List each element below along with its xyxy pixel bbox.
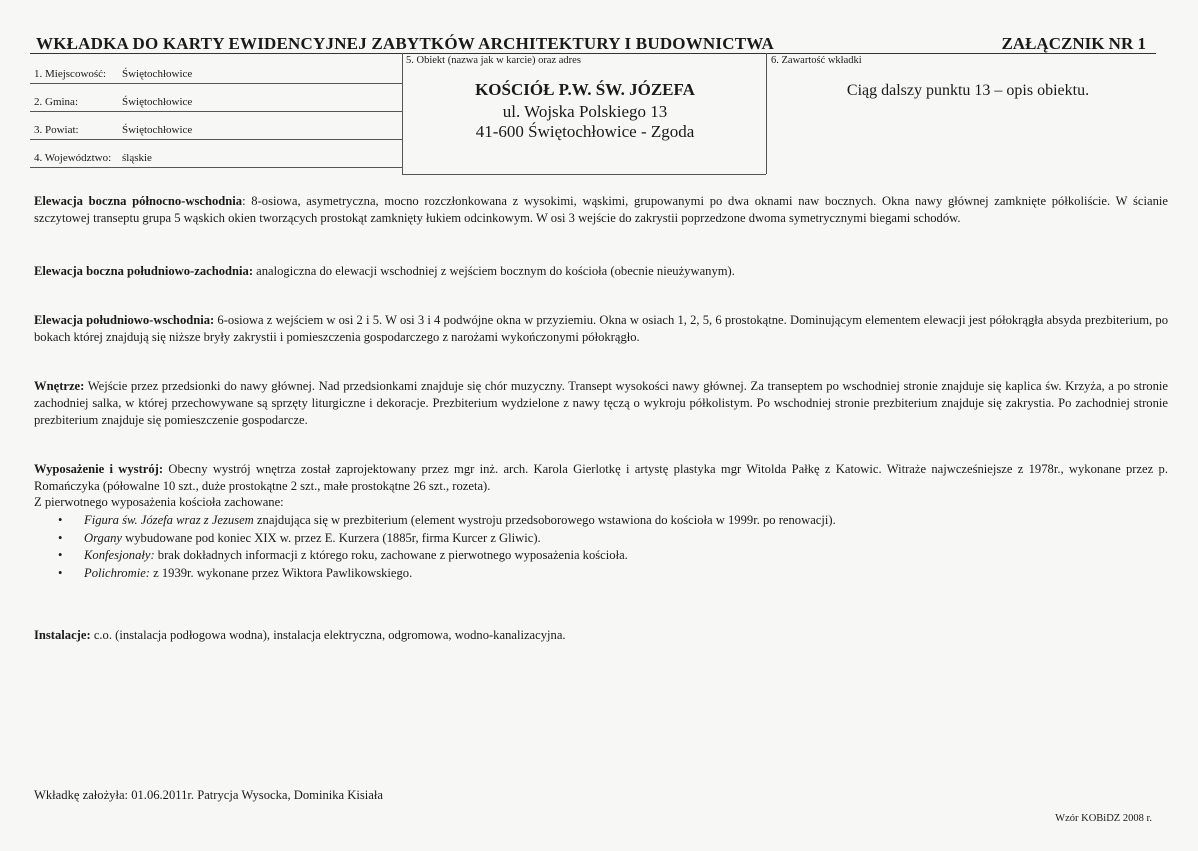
info-row-powiat: [30, 112, 402, 140]
object-name: KOŚCIÓŁ P.W. ŚW. JÓZEFA: [475, 80, 695, 99]
info-row-gmina: [30, 84, 402, 112]
info-row-miejscowosc: [30, 56, 402, 84]
section-text: analogiczna do elewacji wschodniej z wejściem bocznym do kościoła (obecnie nieużywanym).: [253, 264, 735, 278]
section-title: Elewacja boczna południowo-zachodnia:: [34, 264, 254, 278]
info-label: 2. Gmina:: [34, 96, 78, 108]
item-name: Figura św. Józefa wraz z Jezusem: [84, 513, 254, 527]
info-value: Świętochłowice: [122, 96, 193, 108]
annex-number: ZAŁĄCZNIK NR 1: [1001, 34, 1146, 53]
section-title: Wnętrze:: [34, 379, 85, 393]
item-name: Organy: [84, 530, 123, 545]
section-northeast-elevation: [34, 193, 1168, 227]
content-caption: 6. Zawartość wkładki: [771, 55, 862, 66]
info-value: Świętochłowice: [122, 124, 193, 136]
section-text: Obecny wystrój wnętrza został zaprojektowany przez mgr inż. arch. Karola Gierlotkę i artystę plastyka mgr Witolda Pałkę z Katowic. Witraże najwcześniejsze z 1978r., wykonane przez p. Romańczyka (półowalne 10 szt., duże prostokątne 2 szt., małe prostokątne 26 szt., rozeta).: [34, 462, 1168, 493]
info-label: 4. Województwo:: [34, 152, 112, 164]
header-rule: [30, 53, 1156, 54]
section-installations: [34, 627, 1168, 644]
list-item: [58, 547, 836, 565]
section-text: Wejście przez przedsionki do nawy głównej. Nad przedsionkami znajduje się chór muzyczny. Transept wysokości nawy głównej. Za transeptem po wschodniej stronie znajduje się kaplica św. Krzyża, a po stronie zachodniej salka, w której przechowywane są sprzęty liturgiczne i dekoracje. Prezbiterium wydzielone z nawy tęczą o wykroju półkolistym. Po wschodniej stronie prezbiterium znajduje się zakrystia. Po zachodniej stronie prezbiterium znajduje się pomieszczenie gospodarcze.: [34, 379, 1168, 427]
info-label: 1. Miejscowość:: [34, 68, 107, 80]
item-text: znajdująca się w prezbiterium (element wystroju przedsoborowego wstawiona do kościoła w 1999r. po renowacji).: [253, 513, 836, 527]
section-text: c.o. (instalacja podłogowa wodna), instalacja elektryczna, odgromowa, wodno-kanalizacyjna.: [90, 628, 566, 642]
info-row-wojewodztwo: [30, 140, 402, 168]
list-item: [58, 512, 836, 530]
section-southeast-elevation: [34, 312, 1168, 346]
section-southwest-elevation: [34, 263, 1168, 280]
pattern-note: Wzór KOBiDZ 2008 r.: [1055, 813, 1152, 824]
object-caption: 5. Obiekt (nazwa jak w karcie) oraz adres: [406, 55, 581, 66]
info-value: Świętochłowice: [122, 68, 193, 80]
item-name: Konfesjonały:: [84, 548, 155, 562]
object-box-bottom: [402, 174, 766, 175]
info-value: śląskie: [122, 152, 152, 164]
content-text: Ciąg dalszy punktu 13 – opis obiektu.: [846, 82, 1090, 99]
section-title: Instalacje:: [34, 628, 91, 642]
box-divider-left: [402, 53, 403, 174]
item-text: wybudowane pod koniec XIX w. przez E. Kurzera (1885r, firma Kurcer z Gliwic).: [122, 530, 541, 545]
section-text: : 8-osiowa, asymetryczna, mocno rozczłonkowana z wysokimi, wąskimi, grupowanymi po dwa oknami naw bocznych. Okna nawy głównej zamknięte półkoliście. W ścianie szczytowej transeptu grupa 5 wąskich okien tworzących prostokąt zamknięty łukiem odcinkowym. W osi 3 wejście do zakrystii poprzedzone dwoma symetrycznymi biegami schodów.: [34, 194, 1168, 225]
item-text: brak dokładnych informacji z którego roku, zachowane z pierwotnego wyposażenia kościoła.: [154, 548, 628, 562]
box-divider-right: [766, 53, 767, 174]
preserved-heading: Z pierwotnego wyposażenia kościoła zachowane:: [34, 495, 284, 509]
author-line: Wkładkę założyła: 01.06.2011r. Patrycja Wysocka, Dominika Kisiała: [34, 788, 383, 802]
item-text: z 1939r. wykonane przez Wiktora Pawlikowskiego.: [149, 565, 413, 580]
section-furnishing: [34, 461, 1168, 495]
document-title: WKŁADKA DO KARTY EWIDENCYJNEJ ZABYTKÓW ARCHITEKTURY I BUDOWNICTWA: [36, 34, 775, 53]
section-text: 6-osiowa z wejściem w osi 2 i 5. W osi 3 i 4 podwójne okna w przyziemiu. Okna w osiach 1, 2, 5, 6 prostokątne. Dominującym elementem elewacji jest półokrągła absyda prezbiterium, po bokach której znajdują się niższe bryły zakrystii i pomieszczenia gospodarczego z narożami wykończonymi półokrągło.: [34, 313, 1168, 344]
section-title: Elewacja boczna północno-wschodnia: [34, 194, 243, 208]
object-street: ul. Wojska Polskiego 13: [502, 102, 668, 121]
section-title: Elewacja południowo-wschodnia:: [34, 313, 215, 327]
list-item: [58, 530, 836, 548]
section-interior: [34, 378, 1168, 429]
info-label: 3. Powiat:: [34, 124, 79, 136]
list-item: [58, 565, 836, 583]
preserved-items-list: [58, 512, 836, 582]
item-name: Polichromie:: [84, 565, 150, 580]
object-city: 41-600 Świętochłowice - Zgoda: [475, 122, 695, 141]
section-title: Wyposażenie i wystrój:: [34, 462, 164, 476]
